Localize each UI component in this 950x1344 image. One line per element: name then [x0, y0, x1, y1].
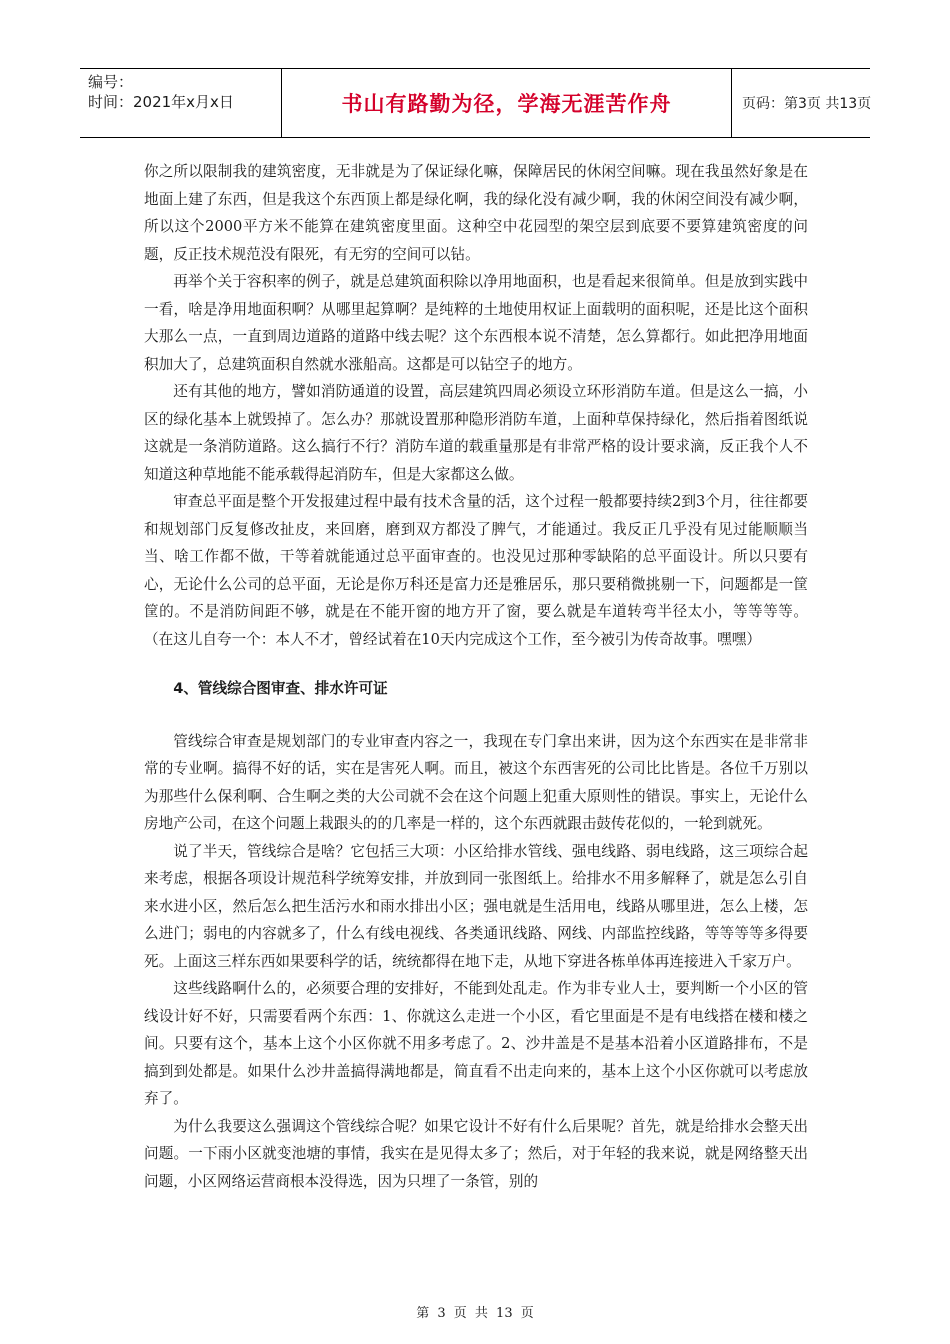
paragraph: 还有其他的地方，譬如消防通道的设置，高层建筑四周必须设立环形消防车道。但是这么一搞，小区的绿化基本上就毁掉了。怎么办？那就设置那种隐形消防车道，上面种草保持绿化，然后指着图纸说这就是一条消防道路。这么搞行不行？消防车道的载重量那是有非常严格的设计要求滴，反正我个人不知道这种草地能不能承载得起消防车，但是大家都这么做。	[144, 383, 808, 483]
paragraph: 说了半天，管线综合是啥？它包括三大项：小区给排水管线、强电线路、弱电线路，这三项综合起来考虑，根据各项设计规范科学统筹安排，并放到同一张图纸上。给排水不用多解释了，就是怎么引自来水进小区，然后怎么把生活污水和雨水排出小区；强电就是生活用电，线路从哪里进，怎么上楼，怎么进门；弱电的内容就多了，什么有线电视线、各类通讯线路、网线、内部监控线路，等等等等多得要死。上面这三样东西如果要科学的话，统统都得在地下走，从地下穿进各栋单体再连接进入千家万户。	[144, 842, 808, 970]
document-date-label: 时间：2021年x月x日	[88, 93, 234, 111]
page-footer: 第 3 页 共 13 页	[416, 1306, 534, 1321]
paragraph: 你之所以限制我的建筑密度，无非就是为了保证绿化嘛，保障居民的休闲空间嘛。现在我虽然好象是在地面上建了东西，但是我这个东西顶上都是绿化啊，我的绿化没有减少啊，我的休闲空间没有减少啊，所以这个2000平方米不能算在建筑密度里面。这种空中花园型的架空层到底要不要算建筑密度的问题，反正技术规范没有限死，有无穷的空间可以钻。	[144, 163, 808, 263]
page-header	[80, 68, 870, 138]
paragraph: 这些线路啊什么的，必须要合理的安排好，不能到处乱走。作为非专业人士，要判断一个小区的管线设计好不好，只需要看两个东西：1、你就这么走进一个小区，看它里面是不是有电线搭在楼和楼之间。只要有这个，基本上这个小区你就不用多考虑了。2、沙井盖是不是基本沿着小区道路排布，不是搞到到处都是。如果什么沙井盖搞得满地都是，简直看不出走向来的，基本上这个小区你就可以考虑放弃了。	[144, 980, 808, 1107]
paragraph: 审查总平面是整个开发报建过程中最有技术含量的活，这个过程一般都要持续2到3个月，往往都要和规划部门反复修改扯皮，来回磨，磨到双方都没了脾气，才能通过。我反正几乎没有见过能顺顺当当、啥工作都不做，干等着就能通过总平面审查的。也没见过那种零缺陷的总平面设计。所以只要有心，无论什么公司的总平面，无论是你万科还是富力还是雅居乐，那只要稍微挑剔一下，问题都是一筐筐的。不是消防间距不够，就是在不能开窗的地方开了窗，要么就是车道转弯半径太小，等等等等。（在这儿自夸一个：本人不才，曾经试着在10天内完成这个工作，至今被引为传奇故事。嘿嘿）	[144, 493, 808, 648]
paragraph: 管线综合审查是规划部门的专业审查内容之一，我现在专门拿出来讲，因为这个东西实在是非常非常的专业啊。搞得不好的话，实在是害死人啊。而且，被这个东西害死的公司比比皆是。各位千万别以为那些什么保利啊、合生啊之类的大公司就不会在这个问题上犯重大原则性的错误。事实上，无论什么房地产公司，在这个问题上栽跟头的的几率是一样的，这个东西就跟击鼓传花似的，一轮到就死。	[144, 732, 808, 832]
document-number-label: 编号：	[88, 73, 134, 91]
section-heading: 4、管线综合图审查、排水许可证	[173, 680, 388, 697]
header-page-info: 页码：第3页 共13页	[742, 96, 872, 112]
paragraph: 为什么我要这么强调这个管线综合呢？如果它设计不好有什么后果呢？首先，就是给排水会整天出问题。一下雨小区就变池塘的事情，我实在是见得太多了；然后，对于年轻的我来说，就是网络整天出问题，小区网络运营商根本没得选，因为只埋了一条管，别的	[144, 1117, 808, 1190]
paragraph: 再举个关于容积率的例子，就是总建筑面积除以净用地面积，也是看起来很简单。但是放到实践中一看，啥是净用地面积啊？从哪里起算啊？是纯粹的土地使用权证上面载明的面积呢，还是比这个面积大那么一点，一直到周边道路的道路中线去呢？这个东西根本说不清楚，怎么算都行。如此把净用地面积加大了，总建筑面积自然就水涨船高。这都是可以钻空子的地方。	[144, 273, 808, 373]
header-meta	[80, 69, 282, 137]
header-motto: 书山有路勤为径，学海无涯苦作舟	[282, 69, 732, 137]
document-body	[144, 158, 808, 1195]
